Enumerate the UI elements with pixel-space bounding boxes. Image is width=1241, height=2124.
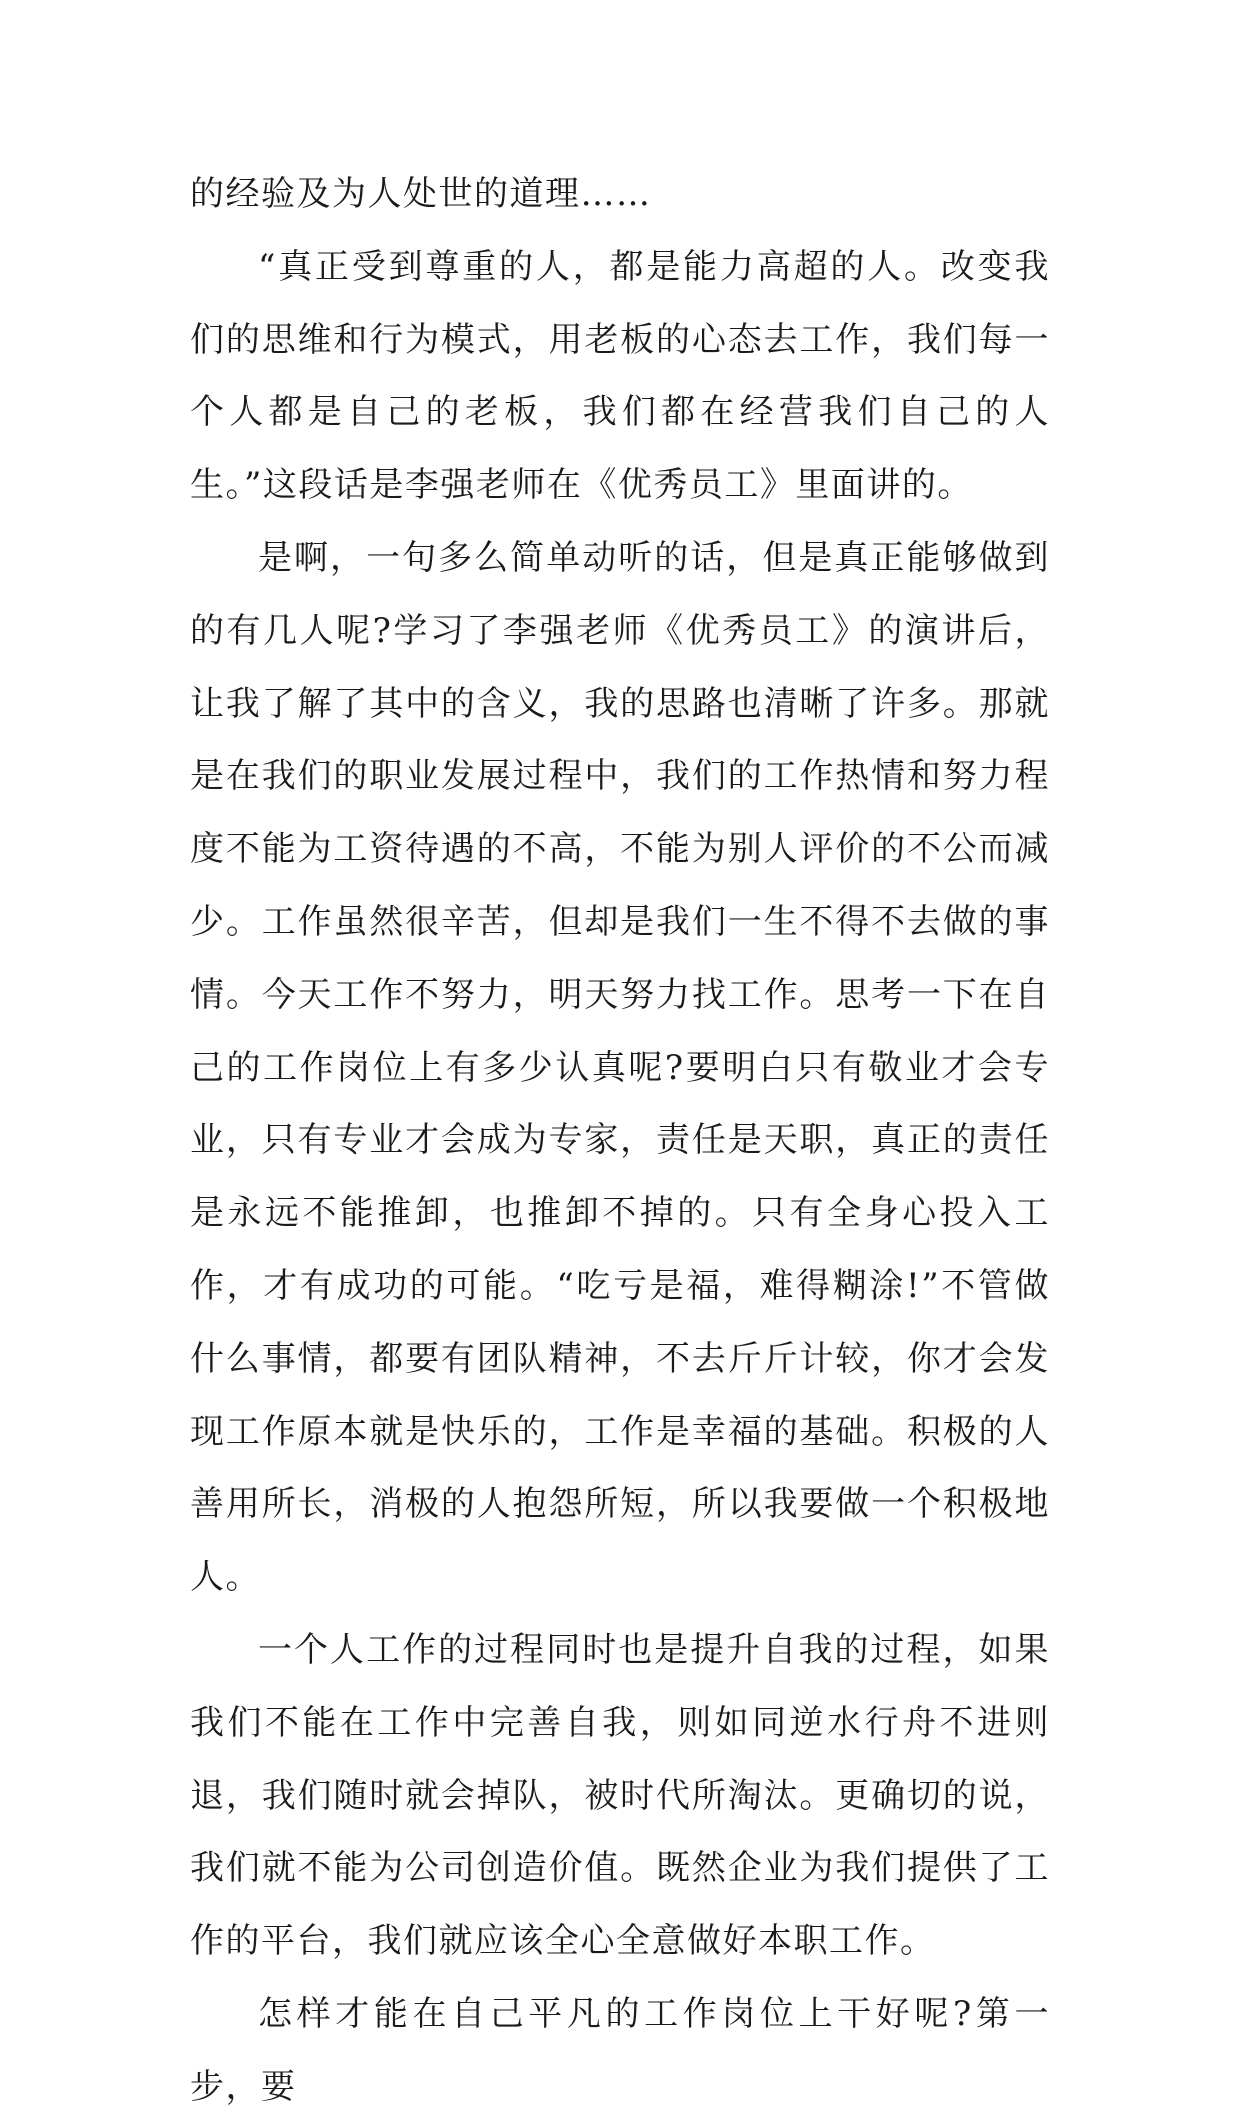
paragraph-1: 的经验及为人处世的道理…… <box>190 174 652 214</box>
paragraph-3: 是啊，一句多么简单动听的话，但是真正能够做到的有几人呢?学习了李强老师《优秀员工》的演讲后，让我了解了其中的含义，我的思路也清晰了许多。那就是在我们的职业发展过程中，我们的工作热情和努力程度不能为工资待遇的不高，不能为别人评价的不公而减少。工作虽然很辛苦，但却是我们一生不得不去做的事情。今天工作不努力，明天努力找工作。思考一下在自己的工作岗位上有多少认真呢?要明白只有敬业才会专业，只有专业才会成为专家，责任是天职，真正的责任是永远不能推卸，也推卸不掉的。只有全身心投入工作，才有成功的可能。“吃亏是福，难得糊涂!”不管做什么事情，都要有团队精神，不去斤斤计较，你才会发现工作原本就是快乐的，工作是幸福的基础。积极的人善用所长，消极的人抱怨所短，所以我要做一个积极地人。 <box>190 537 1050 1598</box>
paragraph-4: 一个人工作的过程同时也是提升自我的过程，如果我们不能在工作中完善自我，则如同逆水行舟不进则退，我们随时就会掉队，被时代所淘汰。更确切的说，我们就不能为公司创造价值。既然企业为我们提供了工作的平台，我们就应该全心全意做好本职工作。 <box>190 1629 1050 1962</box>
paragraph-2: “真正受到尊重的人，都是能力高超的人。改变我们的思维和行为模式，用老板的心态去工作，我们每一个人都是自己的老板，我们都在经营我们自己的人生。”这段话是李强老师在《优秀员工》里面讲的。 <box>190 246 1050 506</box>
paragraph-5: 怎样才能在自己平凡的工作岗位上干好呢?第一步，要 <box>190 1993 1050 2107</box>
body-text <box>190 158 1050 2124</box>
